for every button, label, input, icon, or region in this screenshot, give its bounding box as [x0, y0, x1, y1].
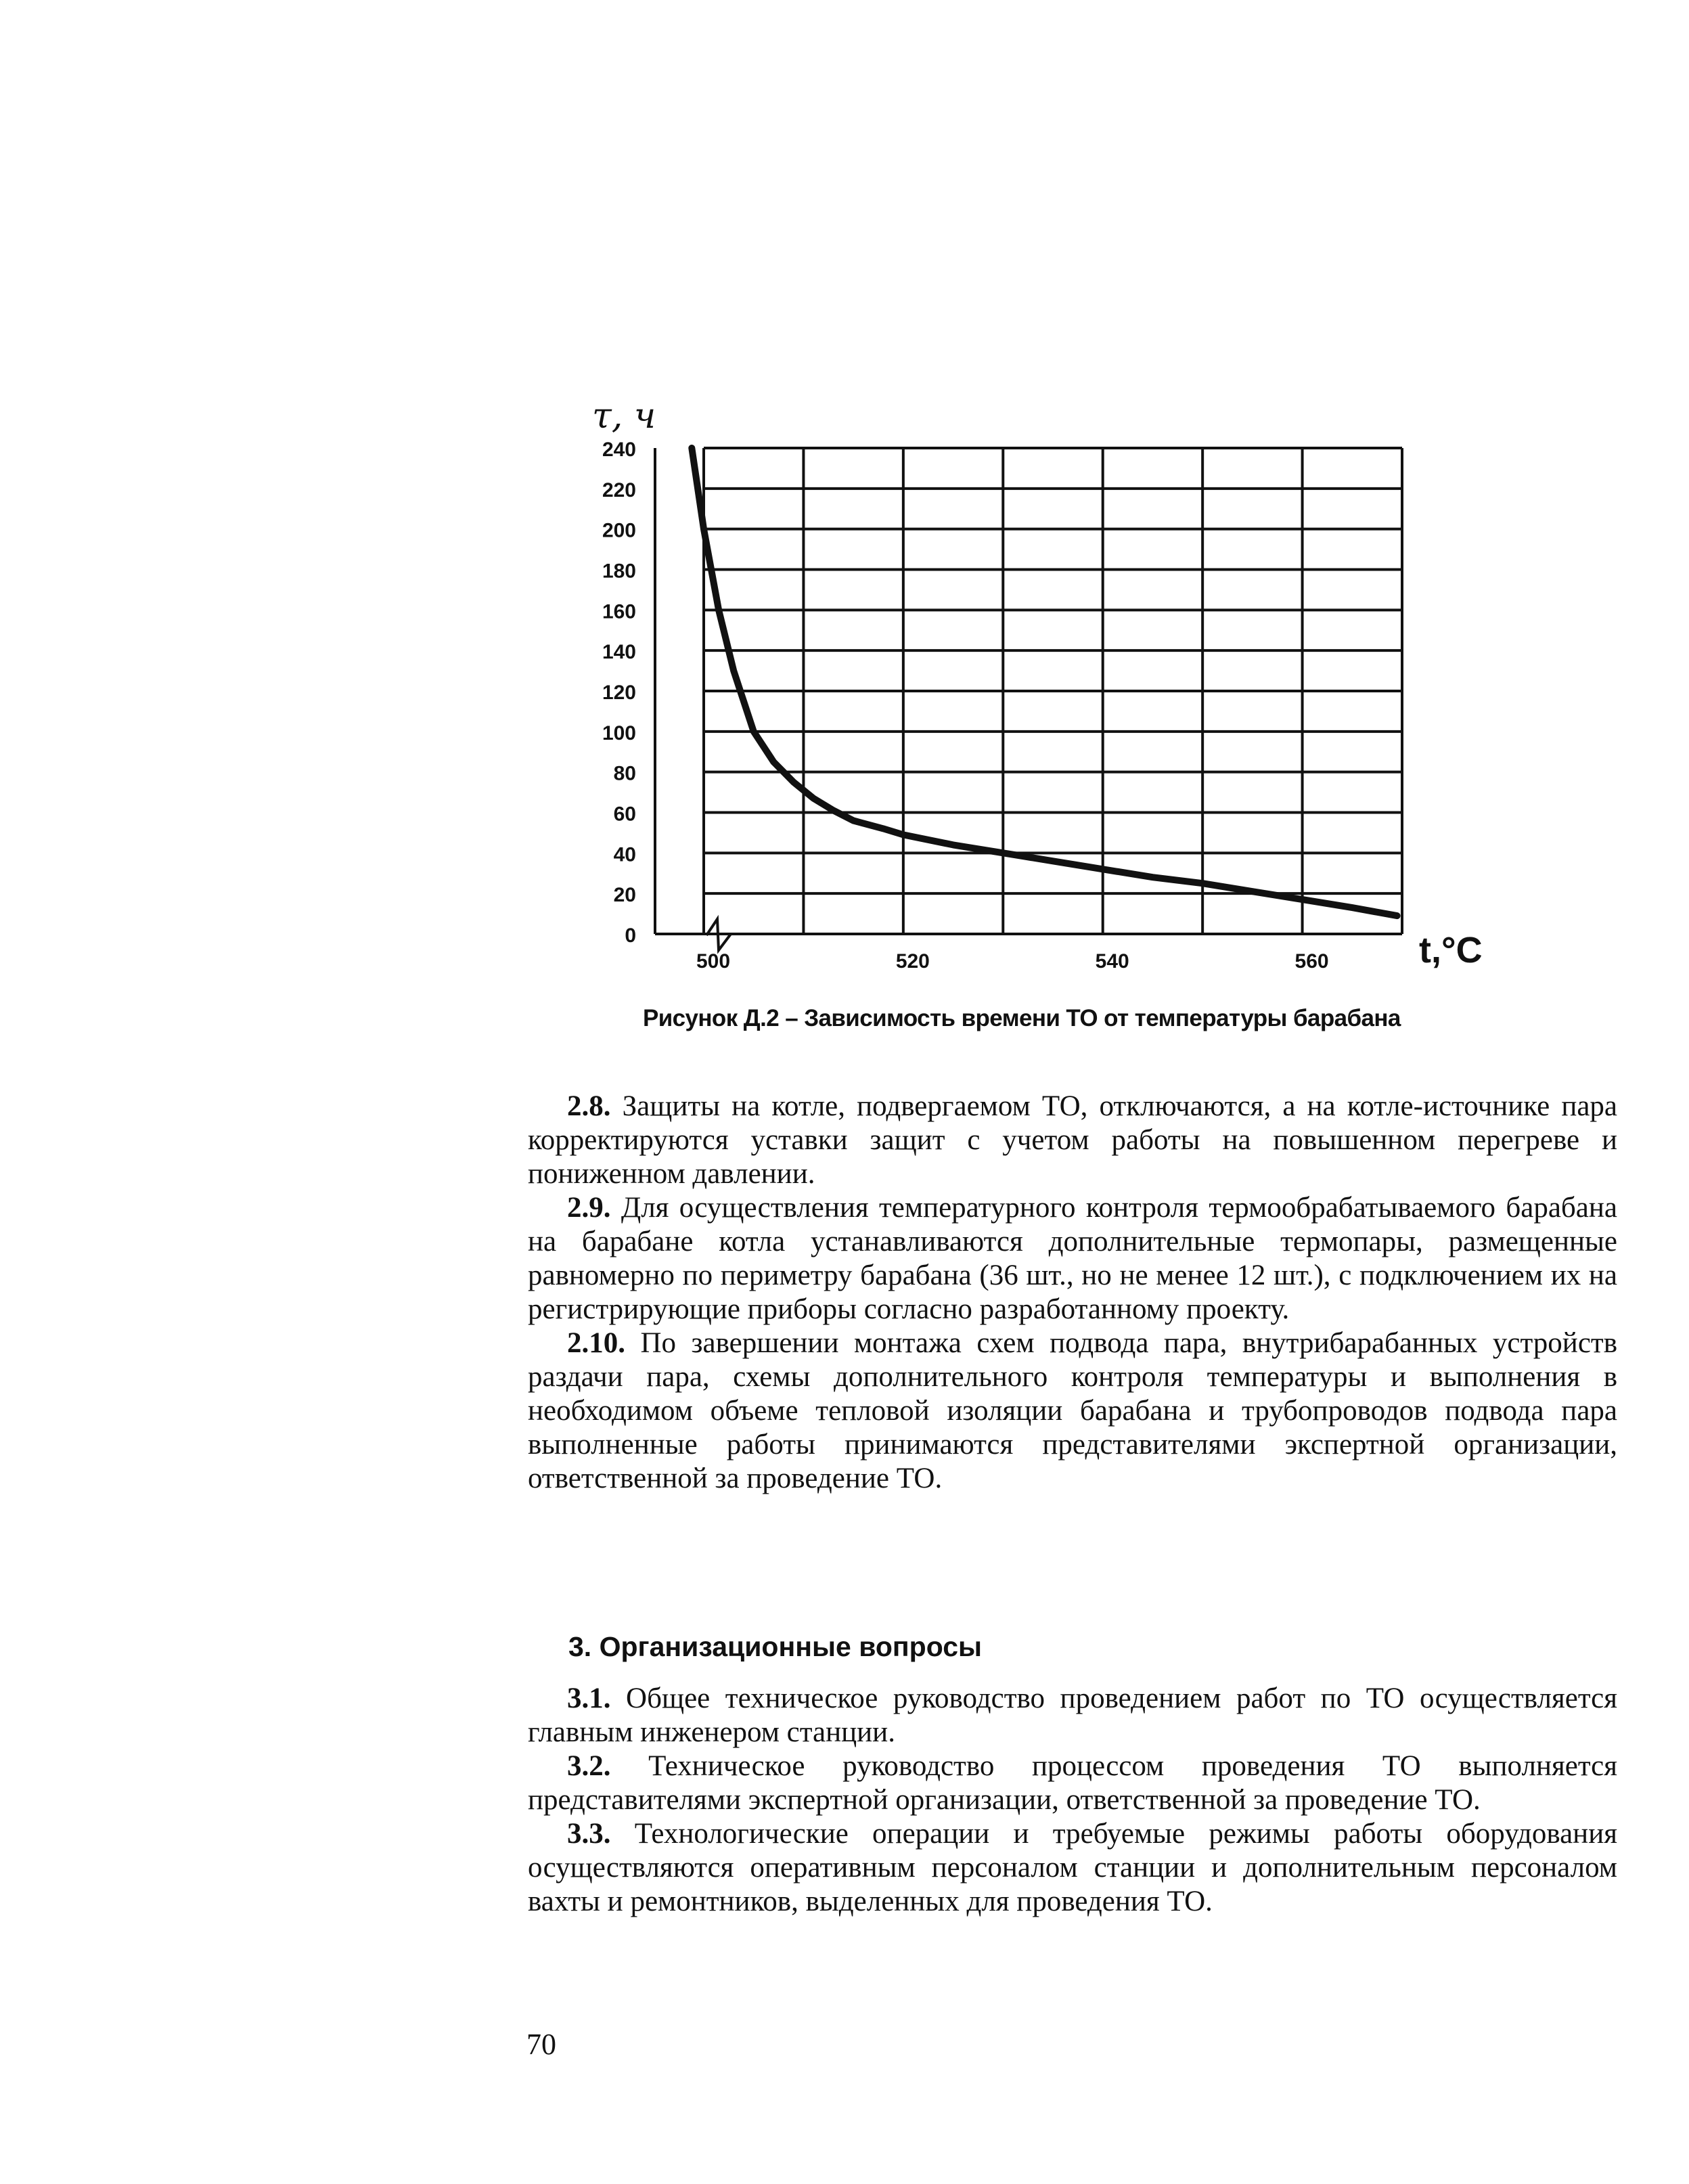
- x-tick-label: 520: [895, 950, 930, 973]
- paragraph-3-1: [528, 1682, 1617, 1750]
- y-tick-label: 220: [602, 478, 636, 502]
- x-axis-label: t,°C: [1419, 930, 1483, 971]
- paragraph-number: 2.10.: [567, 1327, 625, 1359]
- y-axis-label: τ, ч: [592, 396, 656, 437]
- paragraph-text: Общее техническое руководство проведением работ по ТО осуществляется главным инженером станции.: [528, 1682, 1617, 1748]
- y-tick-label: 20: [613, 884, 636, 907]
- paragraph-2-8: [528, 1090, 1617, 1191]
- x-tick-label: 560: [1294, 950, 1329, 973]
- paragraph-2-10: [528, 1327, 1617, 1496]
- x-tick-label: 500: [696, 950, 731, 973]
- y-tick-label: 180: [602, 560, 636, 583]
- paragraph-number: 3.2.: [567, 1750, 611, 1782]
- y-tick-label: 80: [613, 762, 636, 785]
- y-tick-label: 60: [613, 803, 636, 826]
- paragraph-text: Техническое руководство процессом проведения ТО выполняется представителями экспертной организации, ответственной за проведение ТО.: [528, 1750, 1617, 1816]
- data-line: [692, 448, 1397, 916]
- chart-figure: [592, 396, 1516, 973]
- paragraph-text: Защиты на котле, подвергаемом ТО, отключаются, а на котле-источнике пара корректируются уставки защит с учетом работы на повышенном перегреве и пониженном давлении.: [528, 1090, 1617, 1190]
- paragraph-3-2: [528, 1750, 1617, 1817]
- figure-caption: Рисунок Д.2 – Зависимость времени ТО от температуры барабана: [643, 1005, 1401, 1031]
- y-tick-label: 160: [602, 600, 636, 623]
- paragraph-number: 3.3.: [567, 1818, 611, 1850]
- y-tick-label: 140: [602, 641, 636, 664]
- section-heading: 3. Организационные вопросы: [568, 1631, 983, 1662]
- paragraph-text: Для осуществления температурного контроля термообрабатываемого барабана на барабане котла устанавливаются дополнительные термопары, размещенные равномерно по периметру барабана (36 шт., но не менее 12 шт.), с подключением их на регистрирующие приборы согласно разработанному проекту.: [528, 1192, 1617, 1325]
- page-number: 70: [526, 2028, 556, 2061]
- paragraph-number: 2.9.: [567, 1192, 611, 1224]
- paragraph-number: 3.1.: [567, 1682, 611, 1714]
- paragraph-3-3: [528, 1817, 1617, 1919]
- section-2-paragraphs: [528, 1090, 1617, 1496]
- y-tick-label: 0: [625, 924, 636, 947]
- paragraph-2-9: [528, 1191, 1617, 1327]
- y-tick-label: 120: [602, 682, 636, 704]
- chart-svg: [592, 396, 1516, 973]
- y-tick-label: 100: [602, 721, 636, 744]
- y-tick-label: 240: [602, 439, 636, 461]
- paragraph-text: По завершении монтажа схем подвода пара, внутрибарабанных устройств раздачи пара, схемы дополнительного контроля температуры и выполнения в необходимом объеме тепловой изоляции барабана и трубопроводов подвода пара выполненные работы принимаются представителями экспертной организации, ответственной за проведение ТО.: [528, 1327, 1617, 1494]
- y-tick-label: 40: [613, 843, 636, 866]
- paragraph-number: 2.8.: [567, 1090, 611, 1122]
- y-tick-label: 200: [602, 519, 636, 542]
- x-tick-label: 540: [1095, 950, 1129, 973]
- section-3-paragraphs: [528, 1682, 1617, 1919]
- paragraph-text: Технологические операции и требуемые режимы работы оборудования осуществляются оперативным персоналом станции и дополнительным персоналом вахты и ремонтников, выделенных для проведения ТО.: [528, 1818, 1617, 1917]
